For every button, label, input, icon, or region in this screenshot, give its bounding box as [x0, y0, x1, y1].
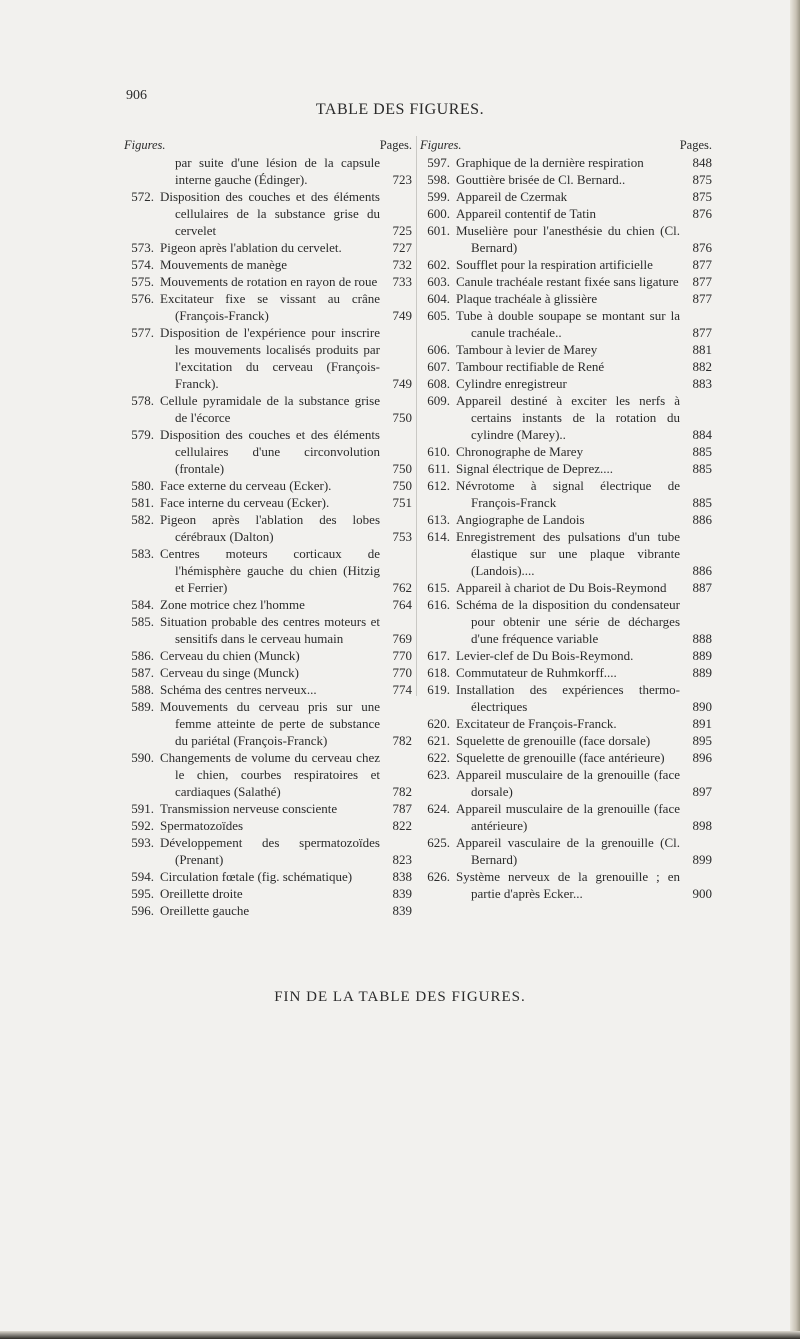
figure-title: Face interne du cerveau (Ecker). [160, 495, 330, 510]
figure-number: 624. [427, 801, 450, 816]
right-entry-list [420, 154, 712, 902]
figure-number: 592. [131, 818, 154, 833]
page-reference: 877 [692, 257, 712, 272]
page-reference: 848 [692, 155, 712, 170]
figure-title: Soufflet pour la respiration artificielle [456, 257, 653, 272]
figure-title: Excitateur de François-Franck. [456, 716, 617, 731]
figure-number: 584. [131, 597, 154, 612]
pages-heading: Pages. [379, 138, 412, 152]
figure-number: 621. [427, 733, 450, 748]
page-reference: 890 [692, 699, 712, 714]
page-reference: 839 [392, 903, 412, 918]
figure-entry [124, 239, 412, 256]
figure-number: 615. [427, 580, 450, 595]
page-reference: 782 [392, 784, 412, 799]
figure-entry [124, 256, 412, 273]
figure-number: 586. [131, 648, 154, 663]
page-reference: 877 [692, 325, 712, 340]
figure-entry [420, 358, 712, 375]
figure-title: Signal électrique de Deprez.... [456, 461, 614, 476]
figure-number: 613. [427, 512, 450, 527]
figure-entry [420, 477, 712, 511]
figure-title: Gouttière brisée de Cl. Bernard.. [456, 172, 626, 187]
figure-title: Oreillette droite [160, 886, 243, 901]
figure-title: Excitateur fixe se vissant au crâne (François-Franck) [160, 291, 380, 323]
figure-entry [124, 545, 412, 596]
figure-entry [420, 375, 712, 392]
figure-title: Pigeon après l'ablation du cervelet. [160, 240, 342, 255]
figure-number: 578. [131, 393, 154, 408]
figure-entry [124, 188, 412, 239]
left-column-header [124, 137, 412, 154]
figure-title: Mouvements du cerveau pris sur une femme atteinte de perte de substance du pariétal (François-Franck) [160, 699, 380, 748]
figure-number: 616. [427, 597, 450, 612]
figure-title: Appareil musculaire de la grenouille (face dorsale) [456, 767, 680, 799]
figure-title: Changements de volume du cerveau chez le chien, courbes respiratoires et cardiaques (Salathé) [160, 750, 380, 799]
figure-title: Squelette de grenouille (face dorsale) [456, 733, 651, 748]
figures-heading: Figures. [420, 138, 462, 152]
running-head: TABLE DES FIGURES. [315, 101, 485, 118]
figure-title: Circulation fœtale (fig. schématique) [160, 869, 353, 884]
figure-entry [124, 494, 412, 511]
figure-title: Chronographe de Marey [456, 444, 584, 459]
figure-title: Mouvements de rotation en rayon de roue [160, 274, 378, 289]
page-reference: 885 [692, 444, 712, 459]
figure-entry [420, 528, 712, 579]
end-of-table-note: FIN DE LA TABLE DES FIGURES. [274, 989, 526, 1005]
figure-title: Mouvements de manège [160, 257, 288, 272]
figure-entry [124, 596, 412, 613]
figure-title: Disposition des couches et des éléments cellulaires de la substance grise du cervelet [160, 189, 380, 238]
figure-title: Tube à double soupape se montant sur la canule trachéale.. [456, 308, 680, 340]
figure-entry [420, 290, 712, 307]
page-reference: 769 [392, 631, 412, 646]
figure-number: 591. [131, 801, 154, 816]
figure-title: Spermatozoïdes [160, 818, 244, 833]
figure-title: Angiographe de Landois [456, 512, 585, 527]
page-reference: 887 [692, 580, 712, 595]
figure-number: 580. [131, 478, 154, 493]
page-reference: 749 [392, 376, 412, 391]
figure-title: Plaque trachéale à glissière [456, 291, 598, 306]
figure-title: Appareil musculaire de la grenouille (face antérieure) [456, 801, 680, 833]
left-column [124, 137, 412, 919]
figure-title: Transmission nerveuse consciente [160, 801, 338, 816]
figure-number: 611. [427, 461, 450, 476]
figure-entry [420, 681, 712, 715]
figure-title: Commutateur de Ruhmkorff.... [456, 665, 617, 680]
figure-number: 577. [131, 325, 154, 340]
figure-entry [420, 800, 712, 834]
figure-number: 614. [427, 529, 450, 544]
figure-title: Disposition de l'expérience pour inscrire les mouvements localisés produits par l'excitation du cerveau (François-Franck). [160, 325, 380, 391]
figure-title: Appareil de Czermak [456, 189, 568, 204]
figure-entry [420, 460, 712, 477]
page-reference: 753 [392, 529, 412, 544]
figure-entry [420, 511, 712, 528]
figure-number: 594. [131, 869, 154, 884]
figure-number: 605. [427, 308, 450, 323]
page-reference: 881 [692, 342, 712, 357]
figure-number: 589. [131, 699, 154, 714]
figure-title: Levier-clef de Du Bois-Reymond. [456, 648, 634, 663]
page-reference: 762 [392, 580, 412, 595]
figure-entry [124, 154, 412, 188]
figure-number: 598. [427, 172, 450, 187]
figure-number: 588. [131, 682, 154, 697]
figure-entry [124, 290, 412, 324]
figure-number: 608. [427, 376, 450, 391]
page-reference: 782 [392, 733, 412, 748]
figure-number: 590. [131, 750, 154, 765]
page-reference: 838 [392, 869, 412, 884]
figure-number: 606. [427, 342, 450, 357]
column-divider [416, 136, 417, 696]
figure-title: Oreillette gauche [160, 903, 250, 918]
page-reference: 883 [692, 376, 712, 391]
figure-number: 600. [427, 206, 450, 221]
figure-title: Développement des spermatozoïdes (Prenant) [160, 835, 380, 867]
figure-title: Installation des expériences thermo-électriques [456, 682, 680, 714]
figure-entry [124, 749, 412, 800]
figure-entry [124, 902, 412, 919]
figure-number: 617. [427, 648, 450, 663]
figure-entry [420, 732, 712, 749]
page-number: 906 [126, 88, 147, 103]
figure-number: 602. [427, 257, 450, 272]
figure-number: 573. [131, 240, 154, 255]
figure-number: 583. [131, 546, 154, 561]
page-reference: 839 [392, 886, 412, 901]
figure-number: 619. [427, 682, 450, 697]
figure-number: 622. [427, 750, 450, 765]
figure-entry [124, 273, 412, 290]
page-reference: 822 [392, 818, 412, 833]
page-reference: 725 [392, 223, 412, 238]
page-reference: 896 [692, 750, 712, 765]
page-reference: 884 [692, 427, 712, 442]
page-reference: 823 [392, 852, 412, 867]
figure-title: Zone motrice chez l'homme [160, 597, 305, 612]
figure-number: 596. [131, 903, 154, 918]
figure-entry [420, 222, 712, 256]
figure-title: Cellule pyramidale de la substance grise de l'écorce [160, 393, 380, 425]
figure-entry [420, 664, 712, 681]
figure-number: 582. [131, 512, 154, 527]
figure-entry [420, 205, 712, 222]
page-reference: 727 [392, 240, 412, 255]
page-reference: 877 [692, 274, 712, 289]
figure-entry [124, 664, 412, 681]
figure-title: Pigeon après l'ablation des lobes cérébraux (Dalton) [160, 512, 380, 544]
figure-number: 579. [131, 427, 154, 442]
figure-entry [124, 647, 412, 664]
figure-number: 595. [131, 886, 154, 901]
figure-entry [420, 715, 712, 732]
page-reference: 898 [692, 818, 712, 833]
figure-title: Appareil contentif de Tatin [456, 206, 596, 221]
figure-number: 585. [131, 614, 154, 629]
figure-entry [124, 392, 412, 426]
figure-entry [124, 511, 412, 545]
left-entry-list [124, 154, 412, 919]
figure-title: Cerveau du chien (Munck) [160, 648, 300, 663]
page-reference: 751 [392, 495, 412, 510]
figure-entry [124, 885, 412, 902]
page-reference: 875 [692, 189, 712, 204]
figure-entry [124, 868, 412, 885]
figure-title: Disposition des couches et des éléments cellulaires d'une circonvolution (frontale) [160, 427, 380, 476]
page-reference: 897 [692, 784, 712, 799]
figure-entry [420, 171, 712, 188]
figure-number: 626. [427, 869, 450, 884]
figure-entry [420, 392, 712, 443]
figure-title: Centres moteurs corticaux de l'hémisphère gauche du chien (Hitzig et Ferrier) [160, 546, 380, 595]
page-reference: 876 [692, 206, 712, 221]
page-bottom-shadow [0, 1331, 800, 1339]
figure-entry [420, 596, 712, 647]
page-reference: 750 [392, 461, 412, 476]
figure-number: 603. [427, 274, 450, 289]
figure-number: 599. [427, 189, 450, 204]
figure-number: 575. [131, 274, 154, 289]
page-reference: 749 [392, 308, 412, 323]
figure-number: 581. [131, 495, 154, 510]
figure-number: 612. [427, 478, 450, 493]
figure-number: 618. [427, 665, 450, 680]
page-reference: 888 [692, 631, 712, 646]
figure-entry [124, 426, 412, 477]
figure-entry [124, 834, 412, 868]
page-reference: 885 [692, 461, 712, 476]
figure-title: Appareil à chariot de Du Bois-Reymond [456, 580, 667, 595]
figure-title: Squelette de grenouille (face antérieure) [456, 750, 665, 765]
page-reference: 750 [392, 478, 412, 493]
page-reference: 900 [692, 886, 712, 901]
page-reference: 875 [692, 172, 712, 187]
figure-number: 574. [131, 257, 154, 272]
figure-entry [124, 681, 412, 698]
page-reference: 899 [692, 852, 712, 867]
page-reference: 787 [392, 801, 412, 816]
page-edge-shadow [790, 0, 800, 1339]
page-reference: 770 [392, 648, 412, 663]
page-reference: 750 [392, 410, 412, 425]
figure-title: Névrotome à signal électrique de François-Franck [456, 478, 680, 510]
figure-number: 576. [131, 291, 154, 306]
figure-number: 601. [427, 223, 450, 238]
figure-number: 610. [427, 444, 450, 459]
figure-title: Schéma des centres nerveux... [160, 682, 317, 697]
figure-number: 620. [427, 716, 450, 731]
page-reference: 774 [392, 682, 412, 697]
figure-title: Graphique de la dernière respiration [456, 155, 644, 170]
figure-entry [420, 273, 712, 290]
figure-title: par suite d'une lésion de la capsule interne gauche (Édinger). [175, 155, 380, 187]
figure-entry [420, 868, 712, 902]
page-reference: 723 [392, 172, 412, 187]
page-reference: 889 [692, 665, 712, 680]
figure-title: Schéma de la disposition du condensateur pour obtenir une série de décharges d'une fréquence variable [456, 597, 680, 646]
figure-entry [124, 698, 412, 749]
figure-title: Canule trachéale restant fixée sans ligature [456, 274, 679, 289]
page-reference: 770 [392, 665, 412, 680]
page-reference: 889 [692, 648, 712, 663]
figure-title: Situation probable des centres moteurs et sensitifs dans le cerveau humain [160, 614, 380, 646]
figure-number: 587. [131, 665, 154, 680]
figure-entry [124, 613, 412, 647]
figure-title: Appareil vasculaire de la grenouille (Cl. Bernard) [456, 835, 680, 867]
figure-entry [420, 579, 712, 596]
figure-number: 623. [427, 767, 450, 782]
page-reference: 733 [392, 274, 412, 289]
figure-number: 572. [131, 189, 154, 204]
figure-entry [420, 766, 712, 800]
figure-entry [420, 256, 712, 273]
right-column-header [420, 137, 712, 154]
figure-title: Cerveau du singe (Munck) [160, 665, 299, 680]
figure-number: 625. [427, 835, 450, 850]
figure-number: 604. [427, 291, 450, 306]
page-reference: 877 [692, 291, 712, 306]
figure-title: Appareil destiné à exciter les nerfs à certains instants de la rotation du cylindre (Marey).. [456, 393, 680, 442]
figure-title: Système nerveux de la grenouille ; en partie d'après Ecker... [456, 869, 680, 901]
figure-entry [420, 443, 712, 460]
figure-title: Tambour rectifiable de René [456, 359, 605, 374]
page-reference: 764 [392, 597, 412, 612]
figures-heading: Figures. [124, 138, 166, 152]
figure-number: 607. [427, 359, 450, 374]
page-reference: 885 [692, 495, 712, 510]
figure-number: 609. [427, 393, 450, 408]
figure-title: Cylindre enregistreur [456, 376, 567, 391]
page-reference: 891 [692, 716, 712, 731]
figure-number: 593. [131, 835, 154, 850]
page-reference: 886 [692, 563, 712, 578]
figure-entry [124, 817, 412, 834]
page-reference: 895 [692, 733, 712, 748]
page-reference: 886 [692, 512, 712, 527]
figure-number: 597. [427, 155, 450, 170]
figure-title: Face externe du cerveau (Ecker). [160, 478, 332, 493]
page-reference: 876 [692, 240, 712, 255]
figure-entry [420, 341, 712, 358]
figure-entry [124, 324, 412, 392]
figure-entry [124, 800, 412, 817]
figure-title: Tambour à levier de Marey [456, 342, 598, 357]
pages-heading: Pages. [679, 138, 712, 152]
figure-entry [420, 307, 712, 341]
page-reference: 882 [692, 359, 712, 374]
figure-entry [420, 154, 712, 171]
right-column [420, 137, 712, 902]
figure-title: Enregistrement des pulsations d'un tube élastique sur une plaque vibrante (Landois).... [456, 529, 680, 578]
figure-entry [420, 749, 712, 766]
figure-entry [420, 188, 712, 205]
page-reference: 732 [392, 257, 412, 272]
figure-entry [420, 834, 712, 868]
figure-entry [124, 477, 412, 494]
figure-title: Muselière pour l'anesthésie du chien (Cl. Bernard) [456, 223, 680, 255]
figure-entry [420, 647, 712, 664]
